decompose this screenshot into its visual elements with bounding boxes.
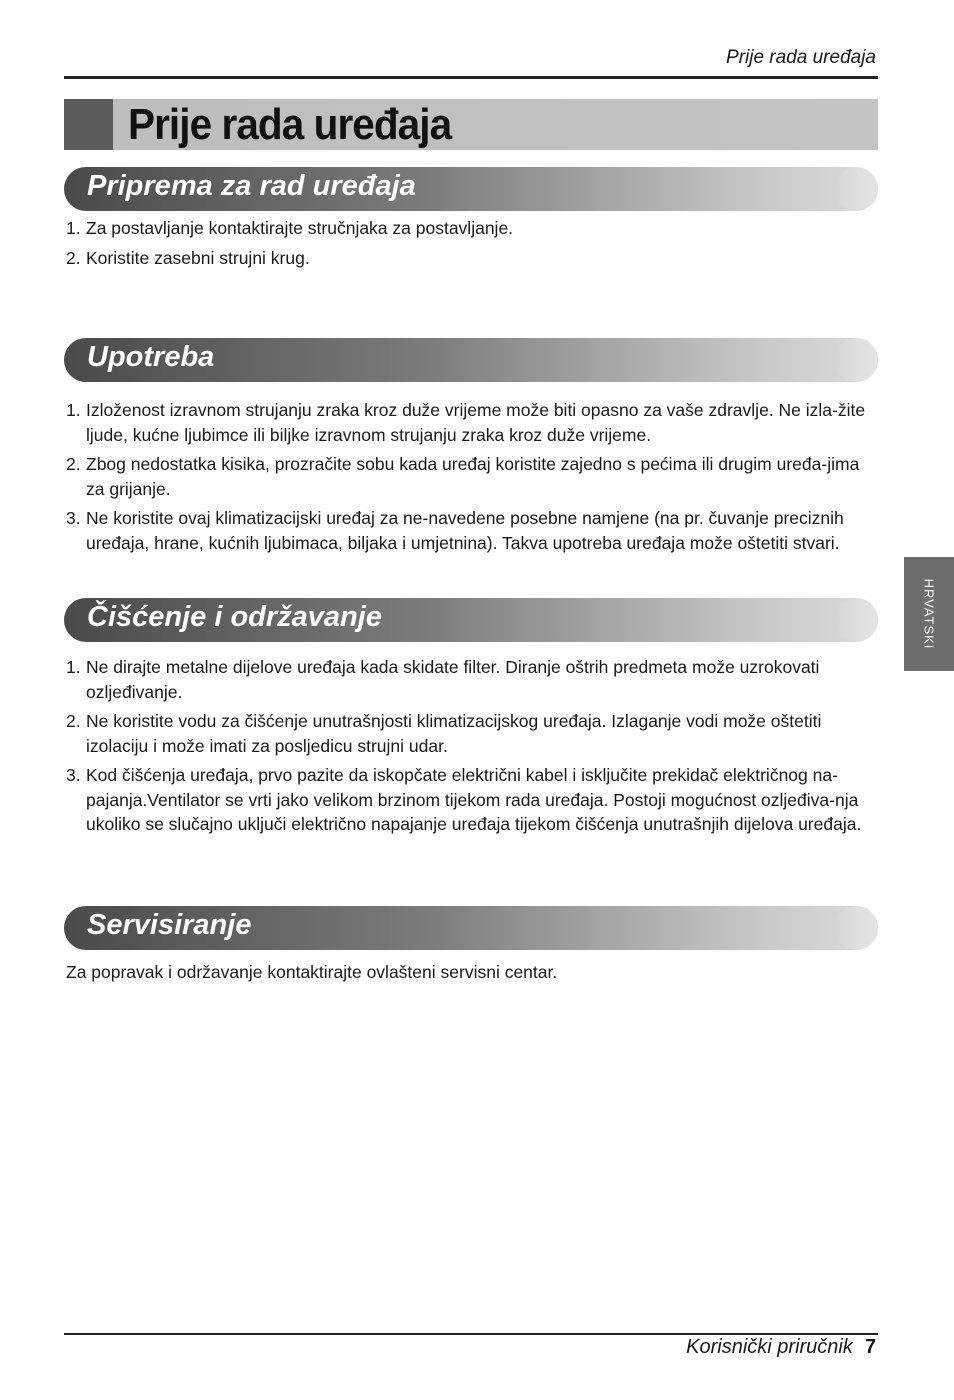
footer-label: Korisnički priručnik [686,1336,853,1358]
section-header-bar [64,598,878,642]
list-item: 3. Kod čišćenja uređaja, prvo pazite da iskopčate električni kabel i isključite prekidač električnog na-pajanja.Ventilator se vrti jako velikom brzinom tijekom rada uređaja. Postoji mogućnost ozljeđiva-nja ukoliko se slučajno uključi električno napajanje uređaja tijekom čišćenja unutrašnjih dijelova uređaja. [66,765,862,834]
footer-rule [64,1333,878,1335]
section-title: Servisiranje [87,909,252,941]
section-header-bar [64,906,878,950]
section-title: Čišćenje i održavanje [87,601,382,633]
language-tab-label: HRVATSKI [921,578,937,650]
section-header-bar [64,167,878,211]
preparation-list [64,216,878,270]
page-title-bar [64,99,878,150]
running-header: Prije rada uređaja [726,47,876,68]
servicing-text: Za popravak i održavanje kontaktirajte ovlašteni servisni centar. [66,962,558,982]
usage-list [64,398,878,555]
footer [686,1336,876,1359]
section-cleaning [64,598,878,842]
section-usage [64,338,878,560]
cleaning-list [64,655,878,837]
list-item: 2. Koristite zasebni strujni krug. [66,247,310,268]
list-item: 1. Za postavljanje kontaktirajte stručnjaka za postavljanje. [66,218,514,238]
section-preparation [64,167,878,275]
section-servicing [64,906,878,985]
section-header-bar [64,338,878,382]
header-rule [64,76,878,79]
page-number: 7 [864,1336,876,1358]
title-accent-block [64,99,113,150]
list-item: 1. Izloženost izravnom strujanju zraka kroz duže vrijeme može biti opasno za vaše zdravlje. Ne izla-žite ljude, kućne ljubimce ili biljke izravnom strujanju zraka kroz duže vrijeme. [66,400,866,445]
list-item: 1. Ne dirajte metalne dijelove uređaja kada skidate filter. Diranje oštrih predmeta može uzrokovati ozljeđivanje. [66,657,820,702]
list-item: 2. Zbog nedostatka kisika, prozračite sobu kada uređaj koristite zajedno s pećima ili drugim uređa-jima za grijanje. [66,454,860,499]
list-item: 2. Ne koristite vodu za čišćenje unutrašnjosti klimatizacijskog uređaja. Izlaganje vodi može oštetiti izolaciju i može imati za posljedicu strujni udar. [66,711,822,756]
section-title: Upotreba [87,341,215,373]
list-item: 3. Ne koristite ovaj klimatizacijski uređaj za ne-navedene posebne namjene (na pr. čuvanje preciznih uređaja, hrane, kućnih ljubimaca, biljaka i umjetnina). Takva upotreba uređaja može oštetiti stvari. [66,508,844,553]
page-title: Prije rada uređaja [128,100,452,149]
language-tab [904,557,954,671]
section-title: Priprema za rad uređaja [87,170,416,202]
